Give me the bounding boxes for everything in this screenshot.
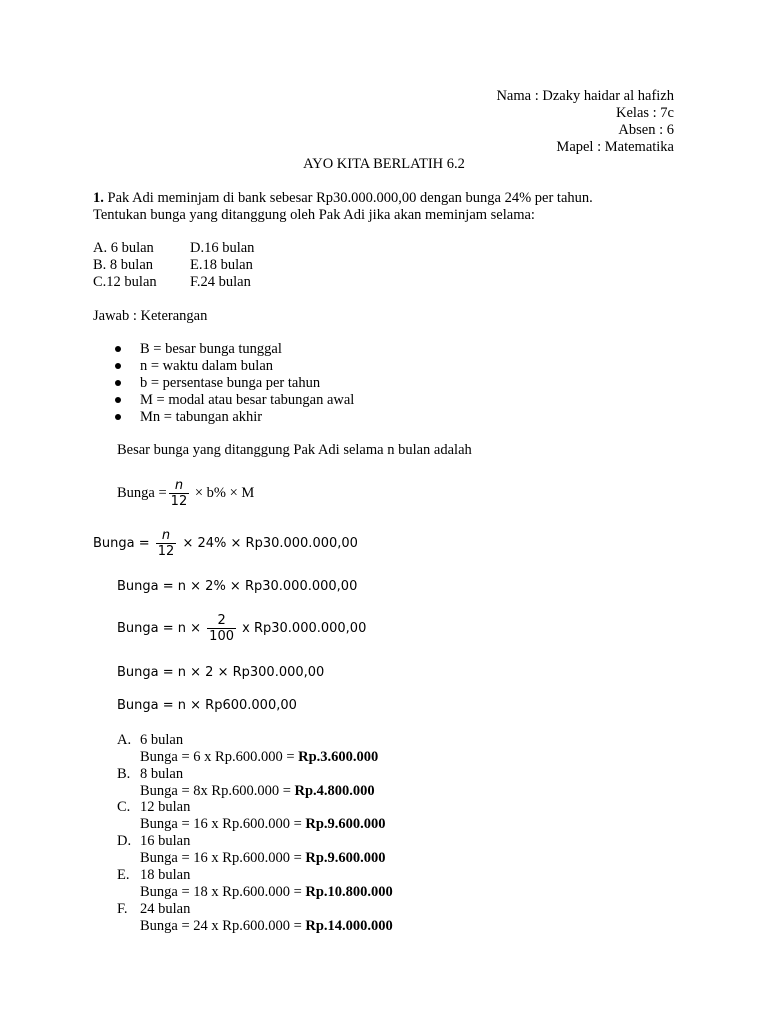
bullet-item: n = waktu dalam bulan — [140, 358, 274, 374]
student-absen: Absen : 6 — [618, 122, 674, 138]
question-number: 1. — [93, 190, 104, 206]
result-calc — [140, 783, 375, 800]
result-calc — [140, 884, 393, 901]
bullet-dot — [115, 363, 121, 369]
option-e: E.18 bulan — [190, 257, 253, 273]
option-a: A. 6 bulan — [93, 240, 154, 256]
result-label: 24 bulan — [140, 901, 191, 917]
result-letter: E. — [117, 867, 130, 883]
result-label: 8 bulan — [140, 766, 184, 782]
bullet-dot — [115, 380, 121, 386]
student-name: Nama : Dzaky haidar al hafizh — [496, 88, 674, 104]
result-calc — [140, 816, 386, 833]
formula-prefix: Bunga = — [93, 536, 154, 551]
result-calc-text: Bunga = 16 x Rp.600.000 = — [140, 816, 306, 832]
result-value: Rp.4.800.000 — [294, 783, 375, 799]
result-value: Rp.10.800.000 — [305, 884, 393, 900]
result-calc-text: Bunga = 24 x Rp.600.000 = — [140, 918, 306, 934]
fraction-numerator: n — [174, 478, 184, 494]
fraction-n-over-12 — [169, 478, 190, 509]
bullet-item: B = besar bunga tunggal — [140, 341, 282, 357]
answer-heading: Jawab : Keterangan — [93, 308, 208, 324]
formula-prefix: Bunga = n × — [117, 621, 206, 636]
formula-general — [117, 476, 254, 510]
bullet-dot — [115, 397, 121, 403]
subject: Mapel : Matematika — [556, 139, 674, 155]
result-label: 18 bulan — [140, 867, 191, 883]
formula-intro: Besar bunga yang ditanggung Pak Adi selama n bulan adalah — [117, 442, 472, 458]
result-value: Rp.14.000.000 — [305, 918, 393, 934]
formula-prefix: Bunga = — [117, 485, 167, 501]
result-value: Rp.3.600.000 — [298, 749, 379, 765]
formula-suffix: × 24% × Rp30.000.000,00 — [178, 536, 358, 551]
fraction-2-over-100 — [207, 613, 236, 644]
option-d: D.16 bulan — [190, 240, 255, 256]
bullet-item: M = modal atau besar tabungan awal — [140, 392, 355, 408]
student-class: Kelas : 7c — [616, 105, 674, 121]
bullet-dot — [115, 346, 121, 352]
formula-step-3: Bunga = n × 2% × Rp30.000.000,00 — [117, 579, 358, 594]
result-calc — [140, 918, 393, 935]
formula-step-6: Bunga = n × Rp600.000,00 — [117, 698, 297, 713]
fraction-numerator: n — [161, 528, 171, 543]
result-letter: C. — [117, 799, 131, 815]
fraction-denominator: 12 — [157, 544, 175, 559]
result-label: 12 bulan — [140, 799, 191, 815]
bullet-item: Mn = tabungan akhir — [140, 409, 263, 425]
question-line-2: Tentukan bunga yang ditanggung oleh Pak Adi jika akan meminjam selama: — [93, 207, 535, 223]
result-calc-text: Bunga = 18 x Rp.600.000 = — [140, 884, 306, 900]
result-calc — [140, 749, 378, 766]
fraction-denominator: 100 — [209, 629, 234, 644]
result-calc-text: Bunga = 6 x Rp.600.000 = — [140, 749, 299, 765]
result-letter: A. — [117, 732, 132, 748]
question-text-1: Pak Adi meminjam di bank sebesar Rp30.000.000,00 dengan bunga 24% per tahun. — [103, 190, 593, 206]
fraction-numerator: 2 — [217, 613, 226, 628]
result-label: 6 bulan — [140, 732, 184, 748]
formula-step-4 — [117, 612, 366, 646]
result-value: Rp.9.600.000 — [305, 850, 386, 866]
result-letter: F. — [117, 901, 128, 917]
formula-suffix: x Rp30.000.000,00 — [238, 621, 367, 636]
result-calc-text: Bunga = 16 x Rp.600.000 = — [140, 850, 306, 866]
bullet-item: b = persentase bunga per tahun — [140, 375, 321, 391]
result-letter: B. — [117, 766, 131, 782]
result-label: 16 bulan — [140, 833, 191, 849]
formula-substituted — [93, 527, 358, 561]
page-title: AYO KITA BERLATIH 6.2 — [303, 156, 465, 172]
option-b: B. 8 bulan — [93, 257, 154, 273]
formula-step-5: Bunga = n × 2 × Rp300.000,00 — [117, 665, 325, 680]
fraction-n-over-12 — [156, 528, 177, 559]
result-calc — [140, 850, 386, 867]
option-f: F.24 bulan — [190, 274, 251, 290]
formula-suffix: × b% × M — [191, 485, 255, 501]
bullet-dot — [115, 414, 121, 420]
fraction-denominator: 12 — [170, 494, 188, 510]
result-value: Rp.9.600.000 — [305, 816, 386, 832]
question-line-1 — [93, 190, 593, 207]
result-letter: D. — [117, 833, 132, 849]
option-c: C.12 bulan — [93, 274, 157, 290]
result-calc-text: Bunga = 8x Rp.600.000 = — [140, 783, 295, 799]
